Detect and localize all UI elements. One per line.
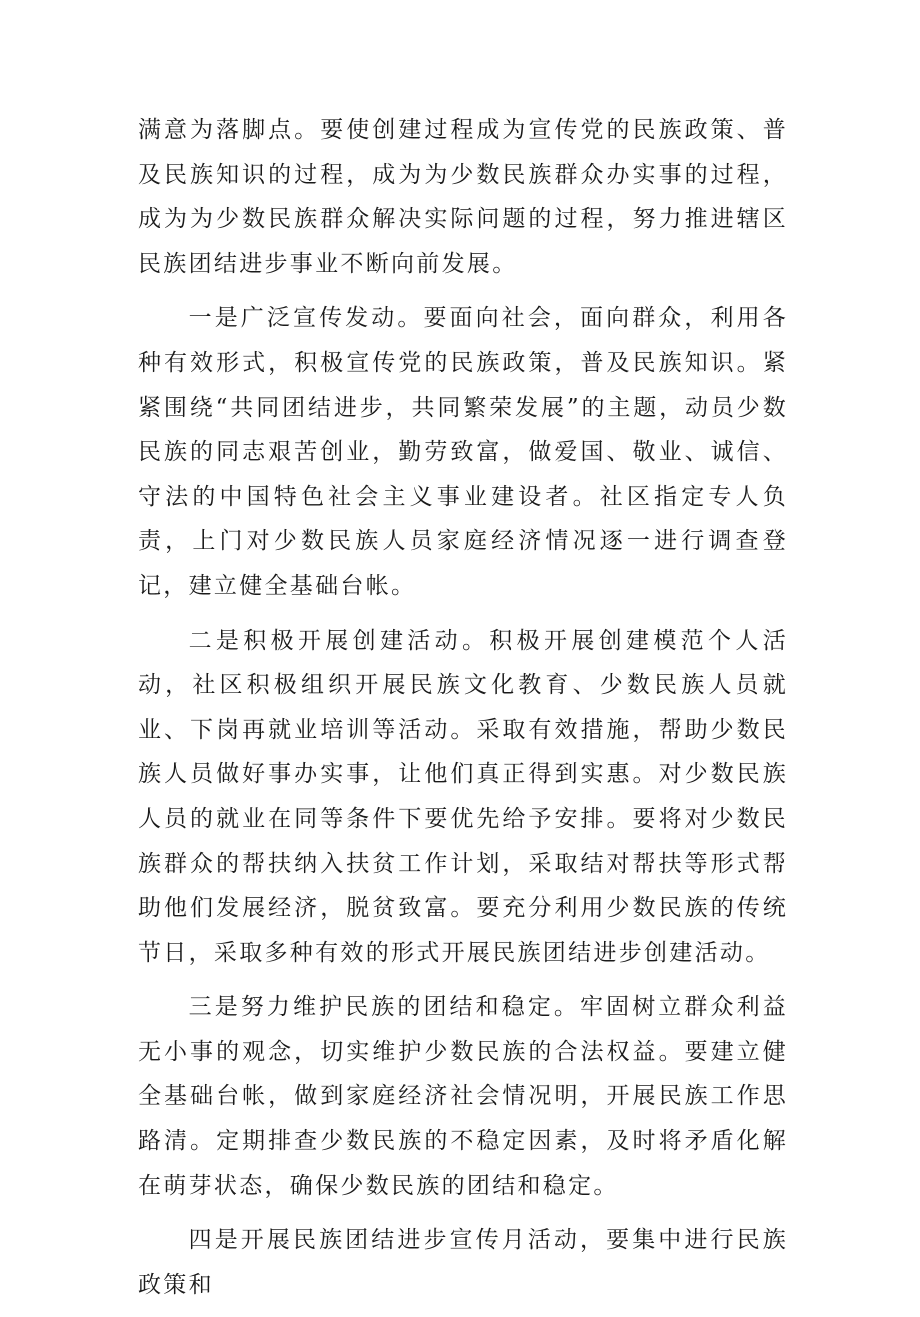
paragraph-stability: 三是努力维护民族的团结和稳定。牢固树立群众利益无小事的观念，切实维护少数民族的合法权益。要建立健全基础台帐，做到家庭经济社会情况明，开展民族工作思路清。定期排查少数民族的不稳定因素，及时将矛盾化解在萌芽状态，确保少数民族的团结和稳定。: [138, 994, 788, 1199]
paragraph-publicity-month: 四是开展民族团结进步宣传月活动，要集中进行民族政策和: [138, 1227, 788, 1298]
paragraph-continuation: 满意为落脚点。要使创建过程成为宣传党的民族政策、普及民族知识的过程，成为为少数民族群众办实事的过程，成为为少数民族群众解决实际问题的过程，努力推进辖区民族团结进步事业不断向前发展。: [138, 117, 788, 277]
paragraph-activities: 二是积极开展创建活动。积极开展创建模范个人活动，社区积极组织开展民族文化教育、少数民族人员就业、下岗再就业培训等活动。采取有效措施，帮助少数民族人员做好事办实事，让他们真正得到实惠。对少数民族人员的就业在同等条件下要优先给予安排。要将对少数民族群众的帮扶纳入扶贫工作计划，采取结对帮扶等形式帮助他们发展经济，脱贫致富。要充分利用少数民族的传统节日，采取多种有效的形式开展民族团结进步创建活动。: [138, 627, 788, 966]
document-body: [138, 108, 788, 1317]
paragraph-publicity: 一是广泛宣传发动。要面向社会，面向群众，利用各种有效形式，积极宣传党的民族政策，普及民族知识。紧紧围绕“共同团结进步，共同繁荣发展”的主题，动员少数民族的同志艰苦创业，勤劳致富，做爱国、敬业、诚信、守法的中国特色社会主义事业建设者。社区指定专人负责，上门对少数民族人员家庭经济情况逐一进行调查登记，建立健全基础台帐。: [138, 305, 788, 599]
